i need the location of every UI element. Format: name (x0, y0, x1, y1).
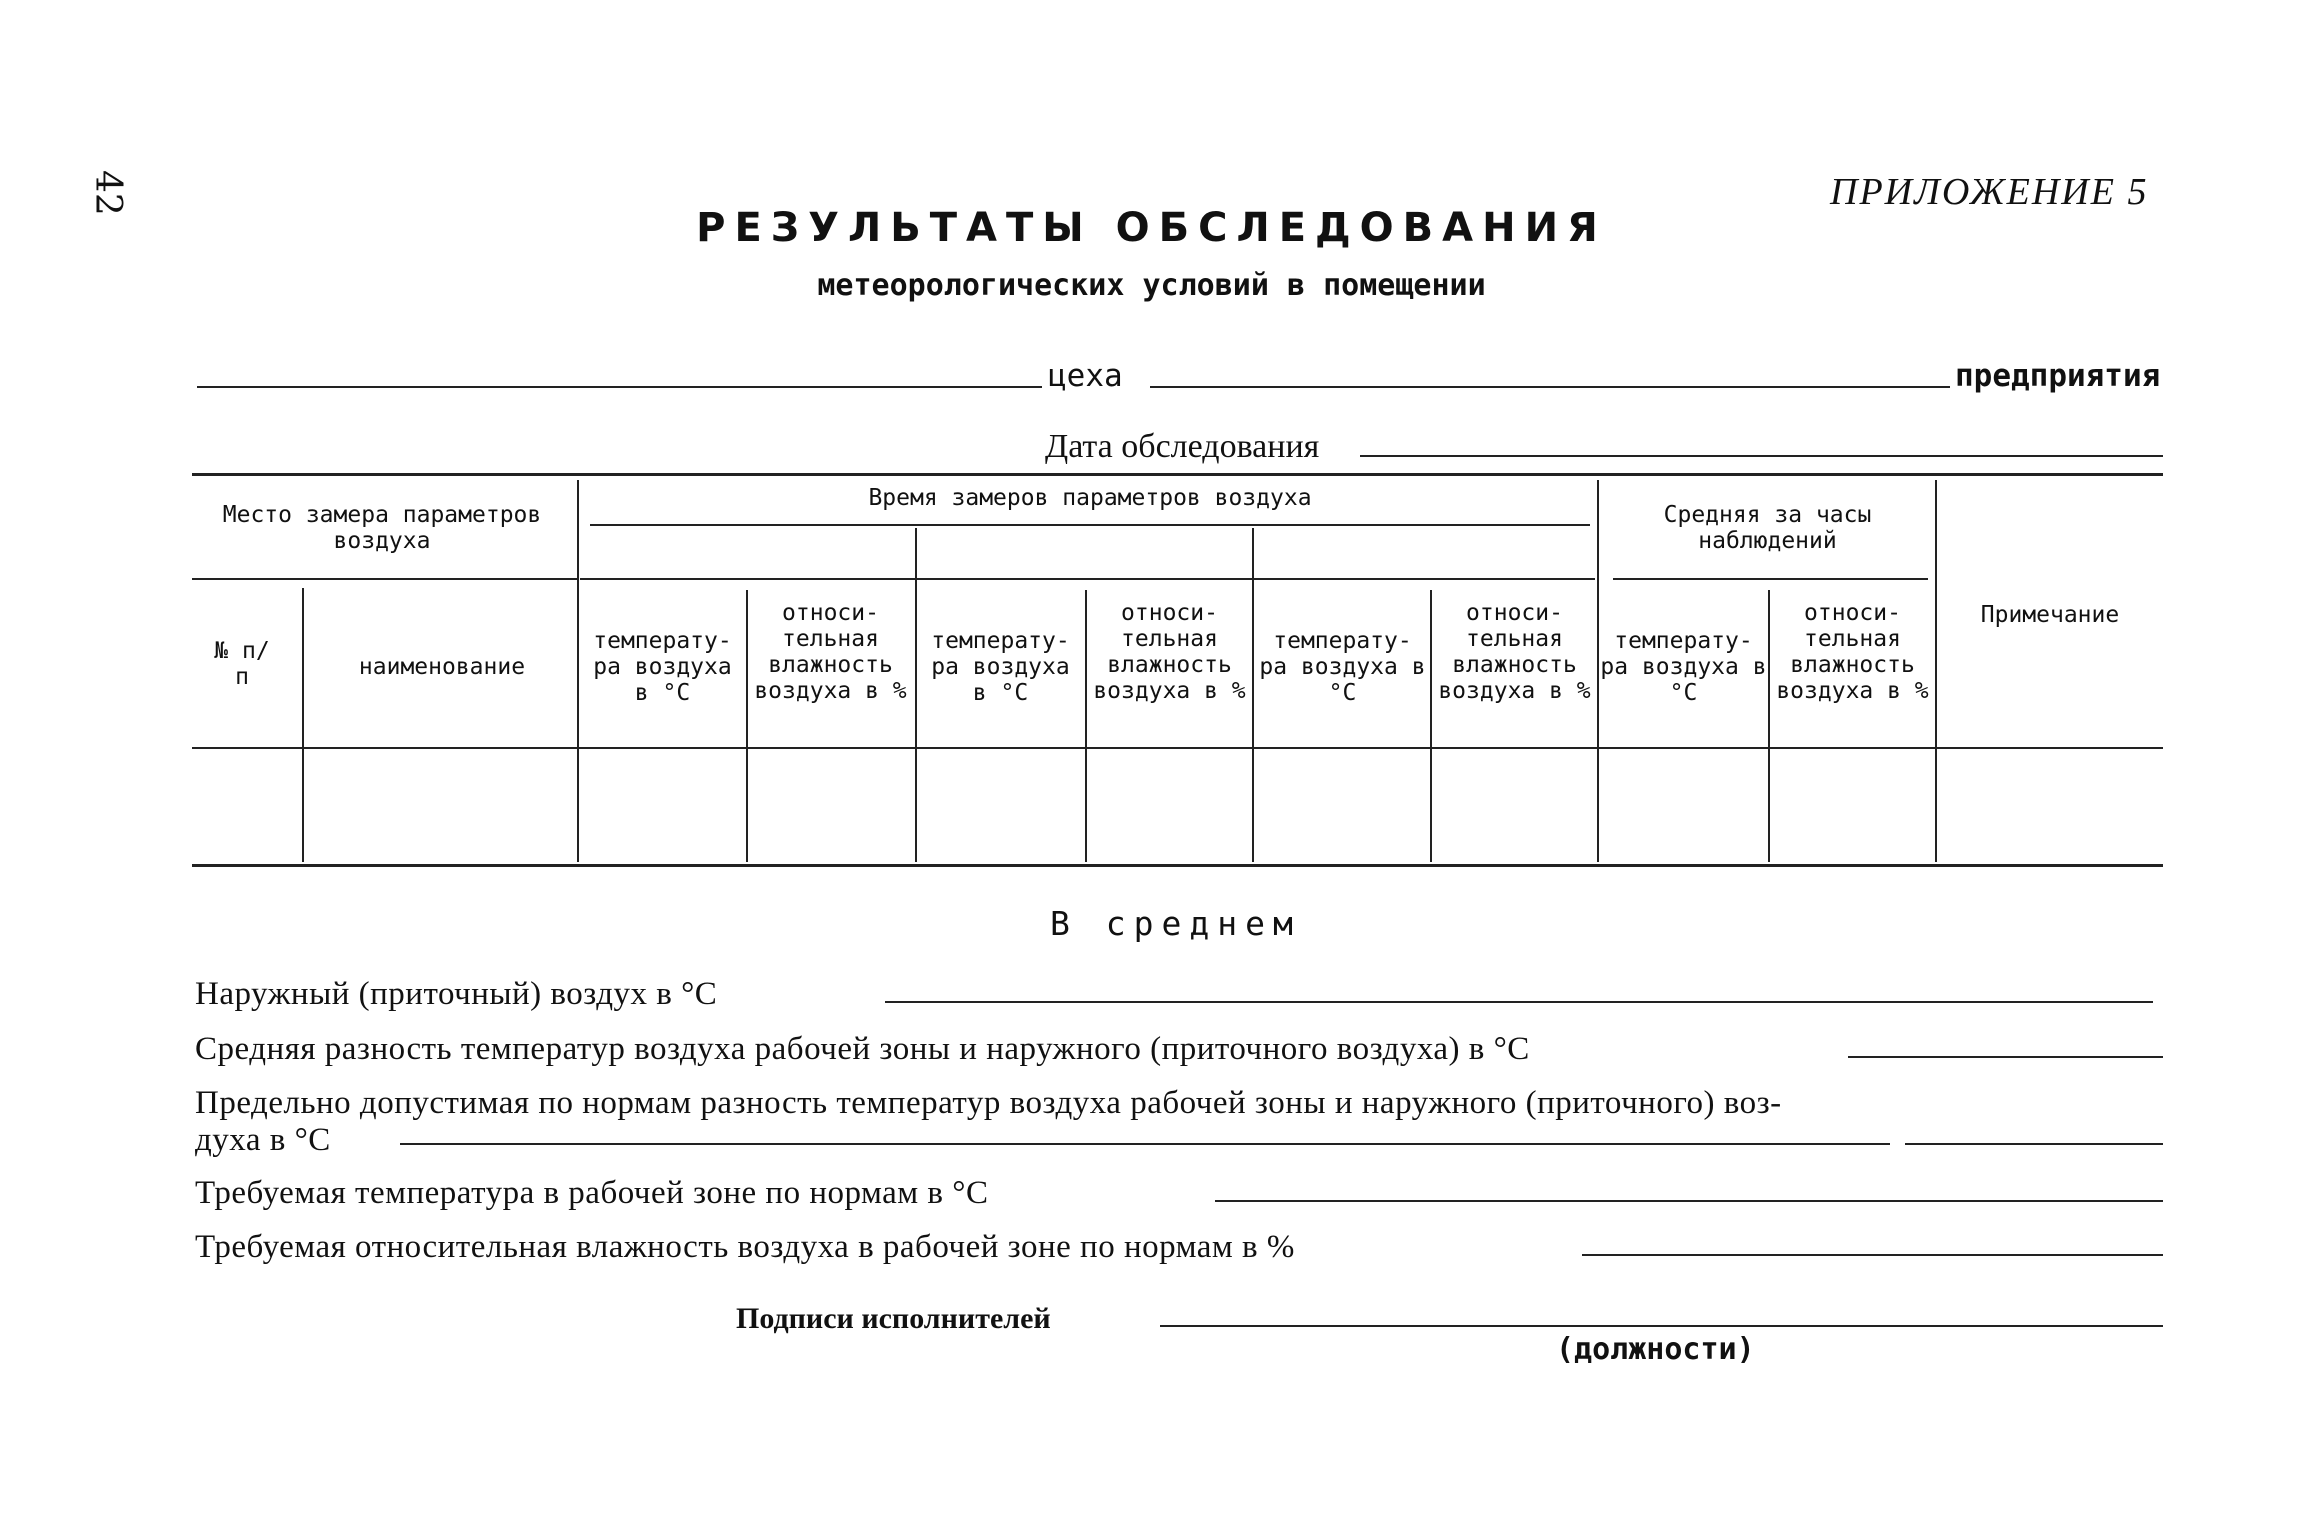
page-title: РЕЗУЛЬТАТЫ ОБСЛЕДОВАНИЯ (696, 205, 1607, 251)
max-temp-difference-line-end (1905, 1143, 2163, 1145)
date-field-line (1360, 455, 2163, 457)
col-humidity-2-header: относи- тельная влажность воздуха в % (1093, 600, 1246, 704)
col-note-header: Примечание (1980, 602, 2120, 628)
avg-temp-difference-label: Средняя разность температур воздуха рабочей зоны и наружного (приточного воздуха) в °C (195, 1031, 1530, 1067)
col-divider-4 (1252, 528, 1254, 862)
group-time-header: Время замеров параметров воздуха (868, 485, 1312, 511)
average-heading: В среднем (1050, 904, 1301, 943)
time-group-rule (590, 524, 1590, 526)
signatures-label: Подписи исполнителей (736, 1302, 1051, 1335)
group-average-header: Средняя за часы наблюдений (1663, 502, 1872, 554)
col-humidity-1-header: относи- тельная влажность воздуха в % (754, 600, 907, 704)
enterprise-field-line (1150, 386, 1950, 388)
col-divider-2 (915, 528, 917, 862)
col-name-header: наименование (358, 654, 526, 680)
col-temp-avg-header: температу- ра воздуха в °C (1600, 628, 1767, 706)
outdoor-air-label: Наружный (приточный) воздух в °C (195, 976, 718, 1012)
time-subgroup-rule (580, 578, 1595, 580)
shop-field-line (197, 386, 1042, 388)
col-temp-3-header: температу- ра воздуха в °C (1259, 628, 1426, 706)
max-temp-difference-label: Предельно допустимая по нормам разность температур воздуха рабочей зоны и наружного (приточного) воз- (195, 1085, 1782, 1121)
max-temp-difference-label-cont: духа в °C (195, 1122, 331, 1158)
table-top-rule (192, 473, 2163, 476)
avg-temp-difference-line (1848, 1056, 2163, 1058)
shop-label: цеха (1048, 358, 1123, 394)
col-num-header: № п/п (214, 638, 270, 690)
max-temp-difference-line (400, 1143, 1890, 1145)
col-divider-note (1935, 480, 1937, 862)
position-caption: (должности) (1556, 1332, 1755, 1367)
signatures-line (1160, 1325, 2163, 1327)
col-temp-1-header: температу- ра воздуха в °C (593, 628, 732, 706)
enterprise-label: предприятия (1955, 358, 2161, 394)
required-humidity-line (1582, 1254, 2163, 1256)
col-humidity-3-header: относи- тельная влажность воздуха в % (1438, 600, 1591, 704)
col-divider-6 (1597, 480, 1599, 862)
col-humidity-avg-header: относи- тельная влажность воздуха в % (1776, 600, 1929, 704)
place-group-rule (192, 578, 577, 580)
page-number: 42 (87, 170, 128, 216)
table-bottom-rule (192, 864, 2163, 867)
required-temp-label: Требуемая температура в рабочей зоне по нормам в °C (195, 1175, 989, 1211)
group-place-header: Место замера параметров воздуха (222, 502, 542, 554)
header-bottom-rule (192, 747, 2163, 749)
required-humidity-label: Требуемая относительная влажность воздуха в рабочей зоне по нормам в % (195, 1229, 1295, 1265)
col-divider-place (577, 480, 579, 862)
average-group-rule (1613, 578, 1928, 580)
appendix-label: ПРИЛОЖЕНИЕ 5 (1830, 171, 2149, 213)
outdoor-air-line (885, 1001, 2153, 1003)
required-temp-line (1215, 1200, 2163, 1202)
col-divider-num (302, 588, 304, 862)
page-subtitle: метеорологических условий в помещении (817, 268, 1486, 303)
col-temp-2-header: температу- ра воздуха в °C (931, 628, 1070, 706)
date-label: Дата обследования (1045, 428, 1320, 465)
